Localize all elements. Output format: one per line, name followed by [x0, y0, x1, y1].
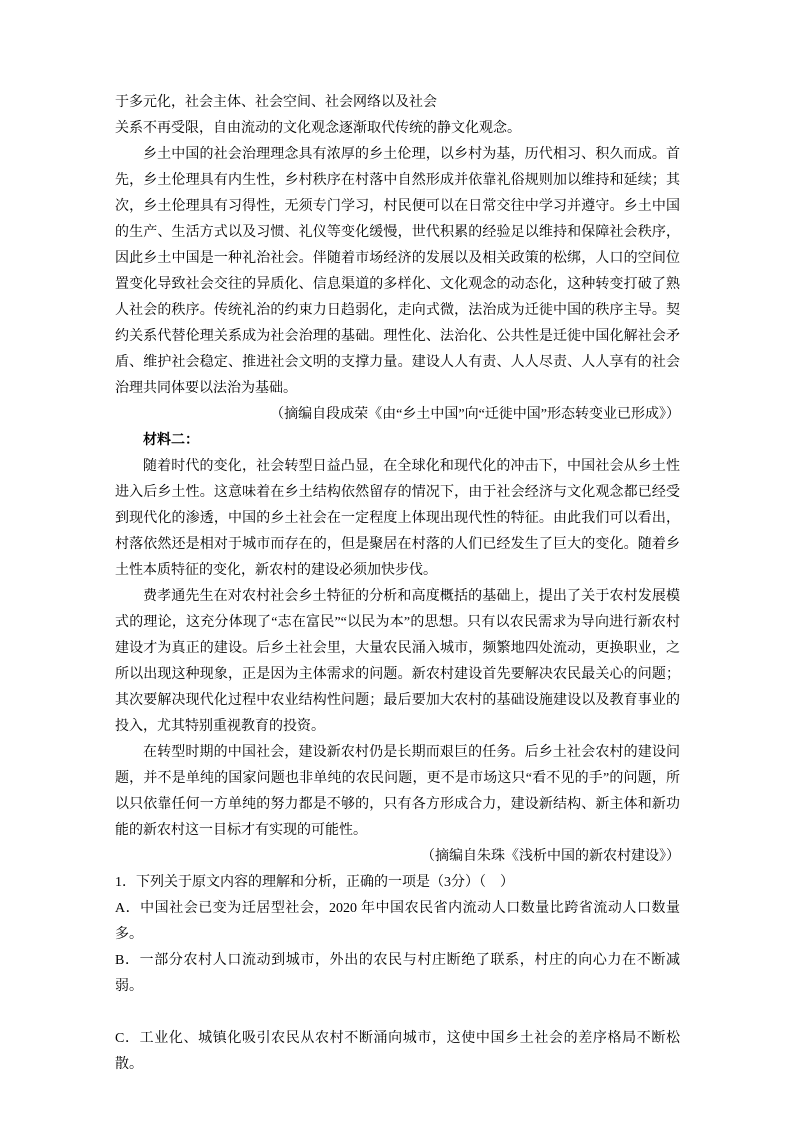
material2-heading: 材料二： — [143, 433, 199, 448]
material2-attribution: （摘编自朱珠《浅析中国的新农村建设》） — [421, 849, 680, 864]
question-1-option-c: C．工业化、城镇化吸引农民从农村不断涌向城市，这使中国乡土社会的差序格局不断松散。 — [115, 1031, 680, 1072]
continuation-line-2: 关系不再受限，自由流动的文化观念逐渐取代传统的静文化观念。 — [115, 121, 521, 136]
question-1-stem: 1．下列关于原文内容的理解和分析，正确的一项是（3分）（ ） — [115, 875, 514, 890]
material1-attribution: （摘编自段成荣《由“乡土中国”向“迁徙中国”形态转变业已形成》） — [270, 407, 680, 422]
question-1-option-b: B．一部分农村人口流动到城市，外出的农民与村庄断绝了联系，村庄的向心力在不断减弱。 — [115, 953, 680, 994]
material2-paragraph-1: 随着时代的变化，社会转型日益凸显，在全球化和现代化的冲击下，中国社会从乡土性进入后乡土性。这意味着在乡土结构依然留存的情况下，由于社会经济与文化观念都已经受到现代化的渗透，中国的乡土社会在一定程度上体现出现代性的特征。由此我们可以看出，村落依然还是相对于城市而存在的，但是聚居在村落的人们已经发生了巨大的变化。随着乡土性本质特征的变化，新农村的建设必须加快步伐。 — [115, 459, 680, 578]
material1-paragraph: 乡土中国的社会治理理念具有浓厚的乡土伦理，以乡村为基，历代相习、积久而成。首先，乡土伦理具有内生性，乡村秩序在村落中自然形成并依靠礼俗规则加以维持和延续；其次，乡土伦理具有习得性，无须专门学习，村民便可以在日常交往中学习并遵守。乡土中国的生产、生活方式以及习惯、礼仪等变化缓慢，世代积累的经验足以维持和保障社会秩序，因此乡土中国是一种礼治社会。伴随着市场经济的发展以及相关政策的松绑，人口的空间位置变化导致社会交往的异质化、信息渠道的多样化、文化观念的动态化，这种转变打破了熟人社会的秩序。传统礼治的约束力日趋弱化，走向式微，法治成为迁徙中国的秩序主导。契约关系代替伦理关系成为社会治理的基础。理性化、法治化、公共性是迁徙中国化解社会矛盾、维护社会稳定、推进社会文明的支撑力量。建设人人有责、人人尽责、人人享有的社会治理共同体要以法治为基础。 — [115, 147, 680, 396]
question-1-option-a: A．中国社会已变为迁居型社会，2020 年中国农民省内流动人口数量比跨省流动人口数量多。 — [115, 901, 680, 942]
material2-paragraph-3: 在转型时期的中国社会，建设新农村仍是长期而艰巨的任务。后乡土社会农村的建设问题，并不是单纯的国家问题也非单纯的农民问题，更不是市场这只“看不见的手”的问题，所以只依靠任何一方单纯的努力都是不够的，只有各方形成合力，建设新结构、新主体和新功能的新农村这一目标才有实现的可能性。 — [115, 745, 680, 838]
continuation-line-1: 于多元化，社会主体、社会空间、社会网络以及社会 — [115, 95, 437, 110]
material2-paragraph-2: 费孝通先生在对农村社会乡土特征的分析和高度概括的基础上，提出了关于农村发展模式的理论，这充分体现了“志在富民”“以民为本”的思想。只有以农民需求为导向进行新农村建设才为真正的建设。后乡土社会里，大量农民涌入城市，频繁地四处流动，更换职业，之所以出现这种现象，正是因为主体需求的问题。新农村建设首先要解决农民最关心的问题；其次要解决现代化过程中农业结构性问题；最后要加大农村的基础设施建设以及教育事业的投入，尤其特别重视教育的投资。 — [115, 589, 680, 734]
